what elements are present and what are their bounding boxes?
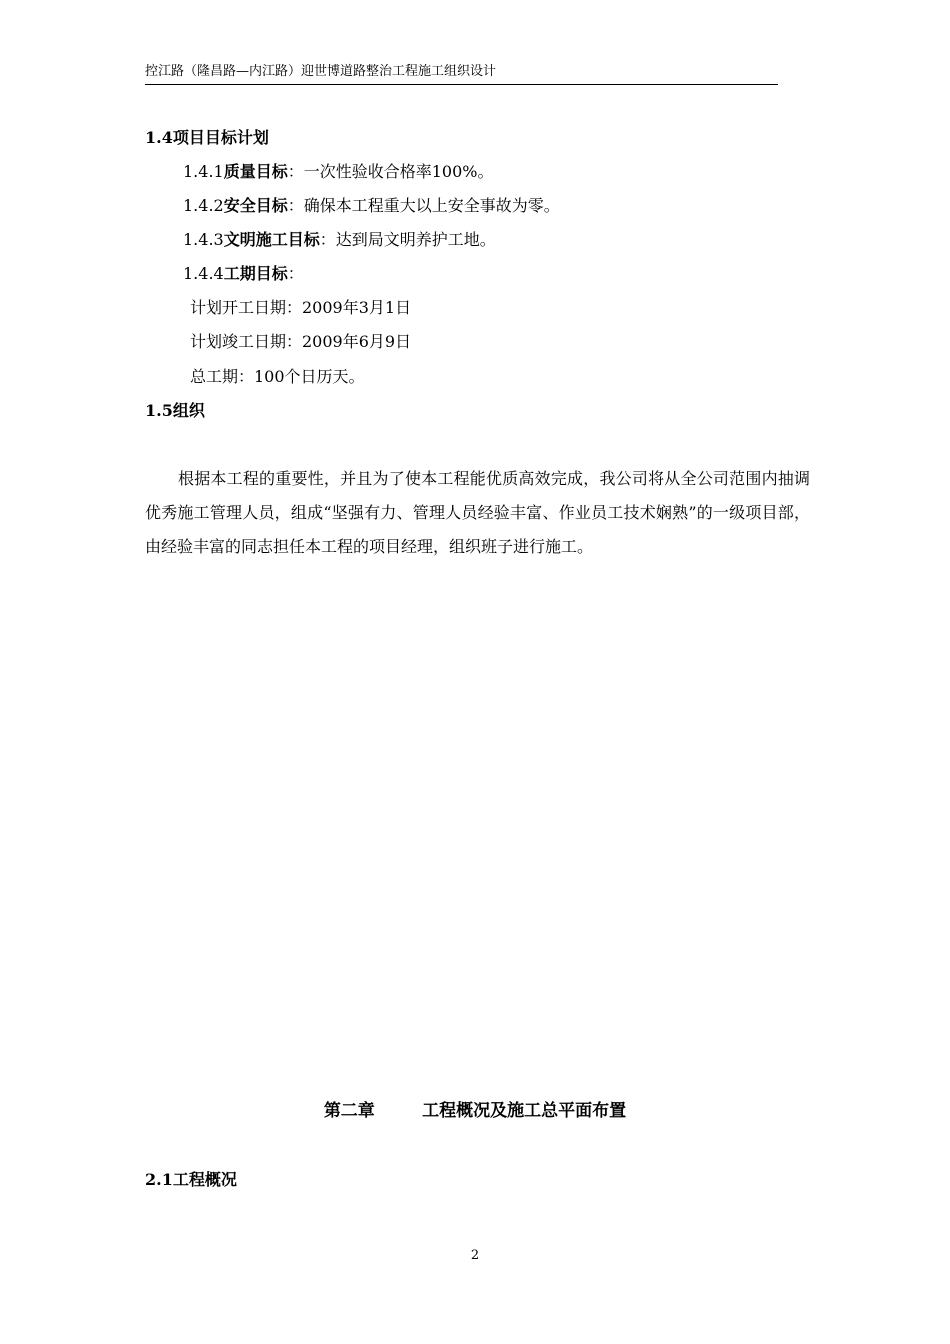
- planned-end-date: 计划竣工日期：2009年6月9日: [190, 332, 412, 351]
- header-title: 控江路（隆昌路—内江路）迎世博道路整治工程施工组织设计: [145, 64, 497, 79]
- safety-goal-text: ：确保本工程重大以上安全事故为零。: [287, 196, 560, 215]
- organization-paragraph: 根据本工程的重要性，并且为了使本工程能优质高效完成，我公司将从全公司范围内抽调优秀施工管理人员，组成“坚强有力、管理人员经验丰富、作业员工技术娴熟”的一级项目部，由经验丰富的同志担任本工程的项目经理，组织班子进行施工。: [145, 469, 810, 556]
- schedule-goal-label: 工期目标: [223, 264, 288, 283]
- section-1-4-heading: 1.4项目目标计划: [145, 128, 269, 147]
- civilized-construction-goal: [183, 230, 496, 250]
- civilized-goal-text: ：达到局文明养护工地。: [319, 230, 496, 249]
- safety-goal-number: 1.4.2: [183, 196, 224, 215]
- civilized-goal-label: 文明施工目标: [223, 230, 320, 249]
- total-duration: 总工期：100个日历天。: [190, 367, 365, 386]
- planned-start-date: 计划开工日期：2009年3月1日: [190, 298, 412, 317]
- page-header: [145, 64, 778, 85]
- quality-goal-label: 质量目标: [223, 162, 288, 181]
- section-1-5-heading: 1.5组织: [145, 401, 205, 420]
- quality-goal-number: 1.4.1: [183, 162, 224, 181]
- page-number: 2: [470, 1248, 480, 1263]
- schedule-goal-number: 1.4.4: [183, 264, 224, 283]
- chapter-2-title: 第二章 工程概况及施工总平面布置: [323, 1101, 627, 1121]
- section-2-1-heading: 2.1工程概况: [145, 1170, 237, 1189]
- schedule-goal: [183, 264, 304, 284]
- safety-goal: [183, 196, 560, 216]
- quality-goal: [183, 162, 493, 182]
- schedule-goal-text: ：: [287, 264, 304, 283]
- quality-goal-text: ：一次性验收合格率100%。: [287, 162, 494, 181]
- civilized-goal-number: 1.4.3: [183, 230, 224, 249]
- safety-goal-label: 安全目标: [223, 196, 288, 215]
